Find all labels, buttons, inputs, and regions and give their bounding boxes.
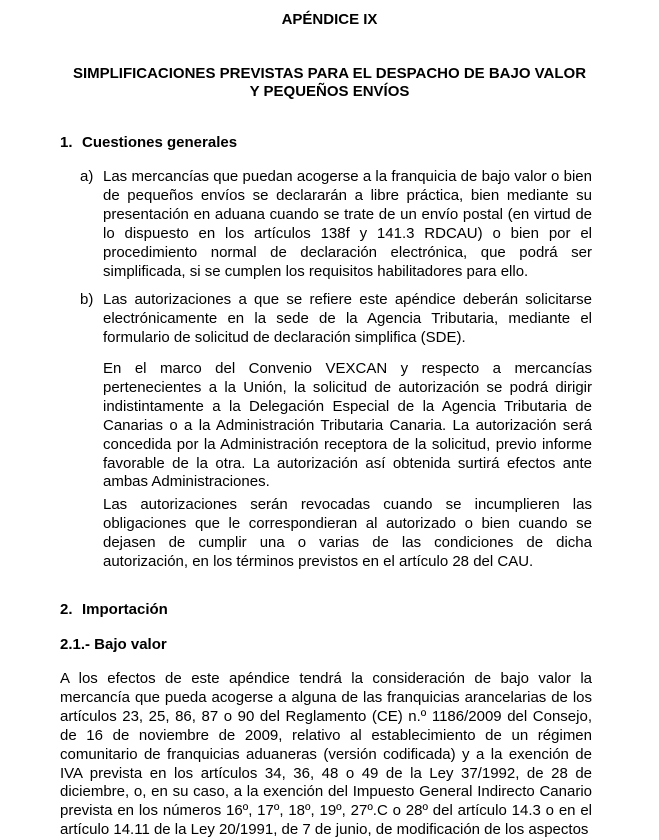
item-b-text: Las autorizaciones a que se refiere este apéndice deberán solicitarse electrónicamente en la sede de la Agencia Tributaria, mediante el formulario de solicitud de declaración simplifica (SDE). [103,291,592,346]
subtitle-line-1: SIMPLIFICACIONES PREVISTAS PARA EL DESPACHO DE BAJO VALOR [72,65,587,82]
section-1-number: 1. [60,134,73,151]
item-b-paragraph-3: Las autorizaciones serán revocadas cuando se incumplieren las obligaciones que le correspondieran al autorizado o bien cuando se dejasen de cumplir una o varias de las condiciones de dicha autorización, en los términos previstos en el artículo 28 del CAU. [103,496,592,570]
section-2-1-heading: 2.1.- Bajo valor [60,636,167,653]
page-title: APÉNDICE IX [281,11,378,28]
section-2-heading [60,600,168,620]
section-1-heading [60,133,237,153]
bajo-valor-paragraph: A los efectos de este apéndice tendrá la consideración de bajo valor la mercancía que pueda acogerse a alguna de las franquicias arancelarias de los artículos 23, 25, 86, 87 o 90 del Reglamento (CE) n.º 1186/2009 del Consejo, de 16 de noviembre de 2009, relativo al establecimiento de un régimen comunitario de franquicias aduaneras (versión codificada) y a la exención de IVA prevista en los artículos 34, 36, 48 o 49 de la Ley 37/1992, de 28 de diciembre, o, en su caso, a la exención del Impuesto General Indirecto Canario prevista en los números 16º, 17º, 18º, 19º, 27º.C o 28º del artículo 14.3 o en el artículo 14.11 de la Ley 20/1991, de 7 de junio, de modificación de los aspectos [60,670,592,839]
section-2-title: Importación [82,601,168,618]
item-b-marker: b) [80,291,94,308]
item-a-text: Las mercancías que puedan acogerse a la franquicia de bajo valor o bien de pequeños envíos se declararán a libre práctica, bien mediante su presentación en aduana cuando se trate de un envío postal (en virtud de lo dispuesto en los artículos 138f y 141.3 RDCAU) o bien por el procedimiento normal de declaración electrónica, que podrá ser simplificada, si se cumplen los requisitos habilitadores para ello. [103,168,592,280]
item-b-paragraph-2: En el marco del Convenio VEXCAN y respecto a mercancías pertenecientes a la Unión, la solicitud de autorización se podrá dirigir indistintamente a la Delegación Especial de la Agencia Tributaria de Canarias o a la Administración Tributaria Canaria. La autorización será concedida por la Administración receptora de la solicitud, previo informe favorable de la otra. La autorización así obtenida surtirá efectos ante ambas Administraciones. [103,360,592,491]
item-a-marker: a) [80,168,94,185]
section-2-number: 2. [60,601,73,618]
page-subtitle [60,65,599,101]
section-1-title: Cuestiones generales [82,134,238,151]
subtitle-line-2: Y PEQUEÑOS ENVÍOS [249,83,410,100]
